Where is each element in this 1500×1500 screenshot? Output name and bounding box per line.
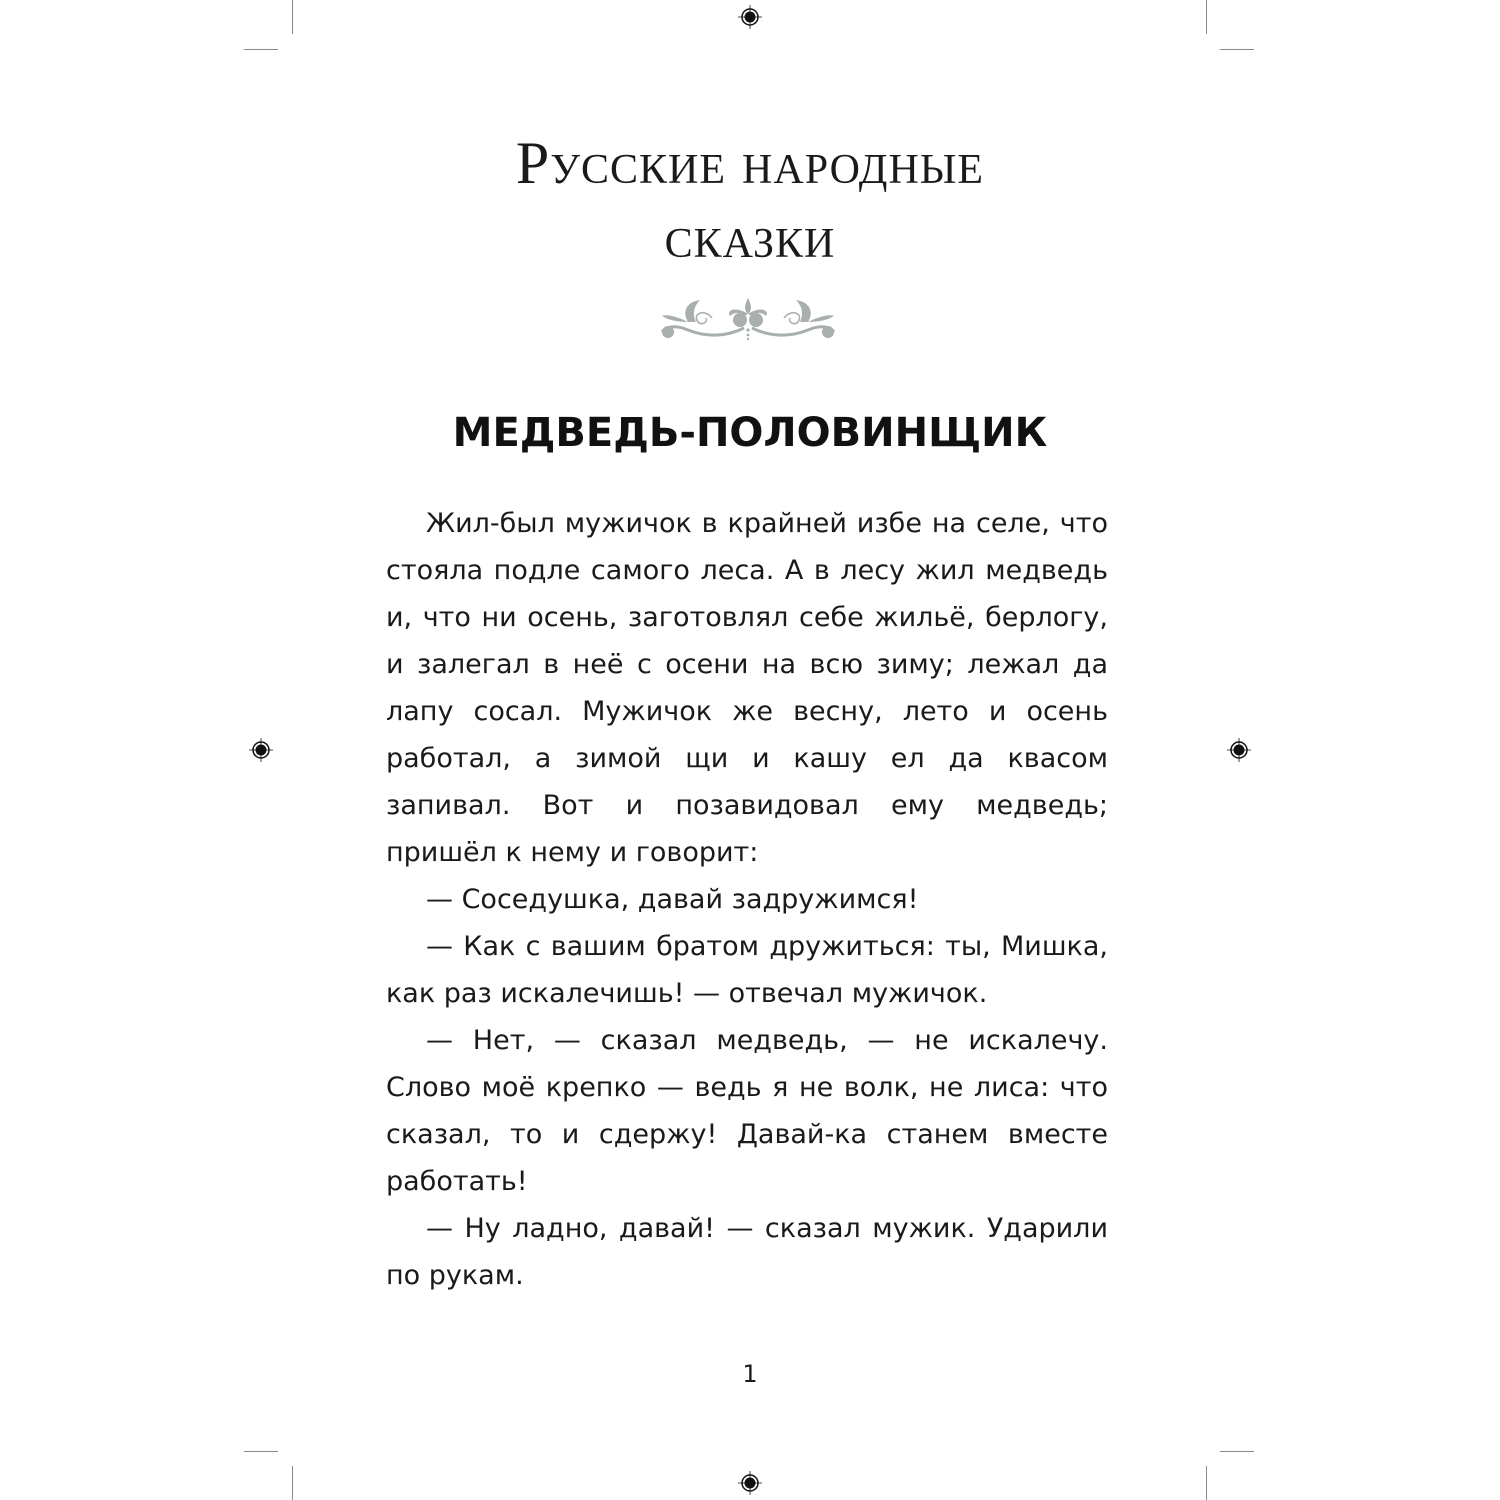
section-heading	[0, 126, 1500, 274]
story-paragraph: Жил-был мужичок в крайней избе на селе, что стояла подле самого леса. А в лесу жил медведь и, что ни осень, заготовлял себе жильё, берлогу, и залегал в неё с осени на всю зиму; лежал да лапу сосал. Мужичок же весну, лето и осень работал, а зимой щи и кашу ел да квасом запивал. Вот и позавидовал ему медведь; пришёл к нему и говорит:	[386, 508, 1108, 868]
registration-mark-icon	[1226, 737, 1252, 763]
section-heading-line-2: сказки	[664, 204, 836, 270]
story-paragraph: — Как с вашим братом дружиться: ты, Мишка, как раз искалечишь! — отвечал мужичок.	[386, 931, 1108, 1009]
crop-mark	[292, 1466, 293, 1500]
story-paragraph: — Нет, — сказал медведь, — не искалечу. Слово моё крепко — ведь я не волк, не лиса: что сказал, то и сдержу! Давай-ка станем вместе работать!	[386, 1025, 1108, 1197]
crop-mark	[1220, 1451, 1254, 1452]
story-paragraph: — Соседушка, давай задружимся!	[426, 884, 919, 915]
registration-mark-icon	[737, 1470, 763, 1496]
crop-mark	[1206, 1466, 1207, 1500]
crop-mark	[292, 0, 293, 34]
crop-mark	[1220, 49, 1254, 50]
section-heading-line-1: Русские народные	[515, 130, 985, 196]
page-number: 1	[742, 1360, 758, 1388]
crop-mark	[244, 1451, 278, 1452]
floral-divider-icon	[648, 292, 848, 344]
crop-mark	[244, 49, 278, 50]
registration-mark-icon	[737, 4, 763, 30]
crop-mark	[1206, 0, 1207, 34]
story-body	[386, 500, 1108, 1299]
story-title: МЕДВЕДЬ-ПОЛОВИНЩИК	[452, 410, 1048, 456]
registration-mark-icon	[248, 737, 274, 763]
story-paragraph: — Ну ладно, давай! — сказал мужик. Ударили по рукам.	[386, 1213, 1108, 1291]
